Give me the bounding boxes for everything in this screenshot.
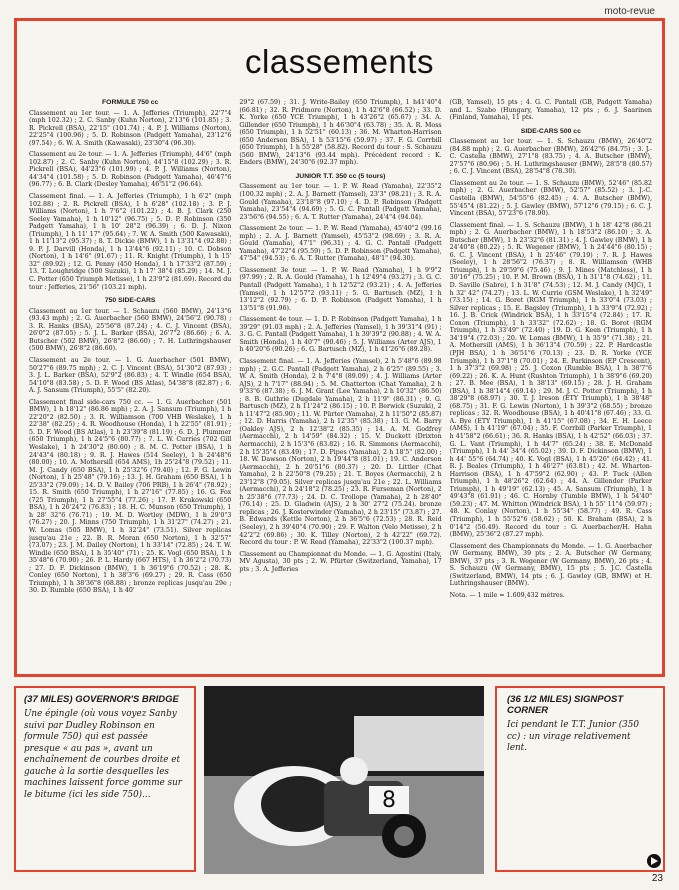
race-photo [204,686,484,874]
results-columns [29,99,652,664]
caption-governors-bridge [14,686,196,872]
magazine-header: moto-revue [604,6,655,17]
result-paragraph: Classement 4e tour. — 1. D. P. Robinson (Padgett Yamaha), 1 h 39'29" (91.03 mph) ; 2. A. Jefferies (Yamsel), 1 h 39'31"4 (91) ; 3. G. C. Pantall (Padgett Yamaha), 1 h 39'39"2 (90.88) ; 4. W. A. Smith (Honda), 1 h 40'7" (90.46) ; 5. J. Williams (Arter AJS), 1 h 40'20"6 (90.26) ; 6. G. Bartusch (MZ), 1 h 41'26"6 (89.28). [239,316,442,354]
result-paragraph: Classement final. — 1. A. Jefferies (Triumph), 1 h 6'2" (mph 102.88) ; 2. R. Pickrell (BSA), 1 h 6'28" (102.18) ; 3. P. J. Williams (Norton), 1 h 7'6"2 (101.22) ; 4. B. J. Clark (250 Seeley Yamaha), 1 h 10'12" (96.75) ; 5. D. P. Robinson (350 Padgett Yamaha), 1 h 10' 28"2 (96.39) ; 6. D. J. Nixon (Triumph), 1 h 11' 17" (95.64) ; 7. W. A. Smith (500 Kawasaki), 1 h 11'13"2 (95.37) ; 8. T. Dickie (BMW), 1 h 13'31"4 (92.88) ; 9. P. J. Darvill (Honda), 1 h 13'44"6 (92.11) ; 10. C. Dobson (Norton), 1 h 14'6" (91.67) ; 11. R. Knight (Triumph), 1 h 15' 32" (89.92) ; 12. G. Penny (450 Honda), 1 h 17'33"2 (87.59) ; 13. T. Loughridge (500 Suzuki), 1 h 17' 38"4 (85.29) ; 14. M. J. C. Potter (650 Triumph Metisse), 1 h 23'9"2 (81.69). Record du tour : Jefferies, 21'56" (103.21 mph). [29,193,232,291]
caption-title: (36 1/2 MILES) SIGNPOST CORNER [507,694,624,716]
result-paragraph: Classement au 2e tour. — 1. S. Schauzu (BMW), 52'46" (85.82 mph) ; 2. G. Auerbacher (BMW), 52'57" (85.52) ; 3. J.-C. Castella (BMW), 54'55"6 (82.45) ; 4. A. Butscher (BMW), 55'45"4 (81.22) ; 5. J. Gawley (BMW), 57'12"6 (79.15) ; 6. C. J. Vincent (BSA), 57'23"6 (78.90). [449,179,652,218]
caption-title: (37 MILES) GOVERNOR'S BRIDGE [24,694,179,705]
result-paragraph: Classement au 1er tour. — 1. S. Schauzu (BMW), 26'40"2 (84.88 mph) ; 2. G. Auerbacher (BMW), 26'42"6 (84.75) ; 3. J.-C. Castella (BMW), 27'1"8 (83.75) ; 4. A. Butscher (BMW), 27'57"6 (80.96) ; 5. H. Luthringshauser (BMW), 28'5"8 (80.57) ; 6. C. J. Vincent (BSA), 28'54"8 (78.30). [449,138,652,176]
caption-signpost-corner [495,686,665,872]
result-paragraph: Classement 3e tour. — 1. P. W. Read (Yamaha), 1 h 9'9"2 (97.99) ; 2. R. A. Gould (Yamaha), 1 h 12'49"4 (93.27) ; 3. G. C. Pantall (Padgett Yamaha), 1 h 12'52"2 (93.21) ; 4. A. Jefferies (Yamsel), 1 h 12'57"2 (93.11) ; 5. G. Bartusch (MZ), 1 h 13'12"2 (92.79) ; 6. D. P. Robinson (Padgett Yamaha), 1 h 13'51"8 (91.96). [239,266,442,312]
photo-strip [14,686,665,874]
section-heading: JUNIOR T.T. 350 cc (5 tours) [295,172,386,180]
race-number: 8 [382,788,396,813]
result-paragraph: Classement final. — 1. S. Schauzu (BMW), 1 h 18' 42"8 (86.21 mph) ; 2. G. Auerbacher (BMW), 1 h 18'53"2 (86.10) ; 3. A. Butscher (BMW), 1 h 23'32"6 (81.31) ; 4. J. Gawley (BMW), 1 h 24'40"8 (80.22) ; 5. R. Wegener (BMW), 1 h 24'44"6 (80.15) ; 6. C. J. Vincent (BSA), 1 h 25'46" (79.19) ; 7. R. J. Hawes (Seeley), 1 h 28'56"2 (76.37) ; 8. R. Williamson (WHB Triumph), 1 h 29'59"6 (75.46) ; 9. J. Mines (Matchless), 1 h 30'16" (75.25) ; 10. P. M. Brown (BSA), 1 h 31'1"8 (74.62) ; 11. D. Saville (Sabre), 1 h 31'8" (74.53) ; 12. M. J. Candy (MJC), 1 h 32' 42" (74.27) ; 13. L. W. Currie (GSM Weslake), 1 h 32'49" (73.15) ; 14. G. Boret (RGM Triumph), 1 h 33'0"4 (73.03) ; Silver replicas ; 15. E. Bagsley (Triumph), 1 h 33'9"4 (72.92) ; 16. J. B. Crick (Windrick BSA), 1 h 33'15"4 (72.84) ; 17. R. Coxon (Triumph), 1 h 33'32" (72.62) ; 18. G. Borot (RGM Triumph), 1 h 33'49" (72.40) ; 19. D. G. Keen (Triumph), 1 h 34'19"4 (72.03) ; 20. W. Lomas (BMW), 1 h 35'9" (71.38) ; 21. A. Mothersill (AMS), 1 h 36'13"4 (70.59) ; 22. P. Hardcastle (PJH BSA), 1 h 36'51"6 (70.13) ; 23. D. R. Yorke (YCE Triumph), 1 h 37'1"8 (70.01) ; 24. E. Parkinson (EP Crescent), 1 h 37'3"2 (69.98) ; 25. J. Coxon (Rumble BSA), 1 h 38'7"6 (69.22) ; 26. K. A. Hunt (Rushton Triumph), 1 h 38'9"6 (69.20) ; 27. B. Mee (BSA), 1 h 38'13" (69.15) ; 28. J. H. Graham (BSA), 1 h 38'14"4 (69.14) ; 29. M. J. C. Potter (Triumph), 1 h 38'29"8 (68.97) ; 30. T. J. Ireson (ETY Triumph), 1 h 38'48" (68.75) ; 31. F. G. Lewin (Norton), 1 h 39'3"2 (68.55) ; bronze replicas ; 32. R. Woodhouse (BSA), 1 h 40'41"8 (67.46) ; 33. G. A. Bye (ETY Triumph), 1 h 41'15" (67.08) ; 34. E. H. Leece (AMS), 1 h 41'19" (67.04) ; 35. F. Corrbill (Parker Triumph), 1 h 41'58"2 (66.61) ; 36. R. Hanks (BSA), 1 h 42'52" (66.03) ; 37. G. L. Vant (Triumph), 1 h 44'7" (65.24) ; 38. E. McDonald (Triumph), 1 h 44' 34"4 (65.02) ; 39. D. F. Dickinson (BMW), 1 h 44' 55"6 (64.74) ; 40. K. Vogl (BSA), 1 h 45'26" (64.42) ; 41. R. J. Beales (Triumph), 1 h 46'27" (63.81) ; 42. M. Wharton-Harrison (BSA), 1 h 47'59"2 (62.90) ; 43. P. Tuck (Allen Triumph), 1 h 48'26"2 (62.64) ; 44. A. Gillender (Parker Triumph), 1 h 49'19" (62.13) ; 45. A. Sansum (Triumph), 1 h 49'43"8 (61.91) ; 46. C. Hornby (Tumble BMW), 1 h 54'40" (59.23) ; 47. M. Whitton (Windrick BSA), 1 h 55' 11"4 (59.97) ; 48. K. Conlay (Norton), 1 h 55'34" (58.77) ; 49. R. Cass (Triumph), 1 h 55'52"6 (58.62) ; 50. K. Braham (BSA), 2 h 0'14"2 (56.49). Record du tour : G. Auerbacher/H. Hahn (BMW), 25'36"2 (87.27 mph). [449,221,652,539]
result-paragraph: Classement au 2e tour. — 1. A. Jefferies (Triumph), 44'6" (mph 102.87) ; 2. C. Sanby (Kuhn Norton), 44'15"8 (102.29) ; 3. R. Pickrell (BSA), 44'23"6 (101.99) ; 4. P. J. Williams (Norton), 44'34"4 (101.58) ; 5. D. Robinson (Padgett Yamaha), 46'47"6 (96.77) ; 6. B. Clark (Desley Yamaha), 46'51"2 (96.64). [29,151,232,189]
section-heading: SIDE-CARS 500 cc [520,127,581,135]
column-3 [450,99,652,664]
result-paragraph: 29"2 (67.59) ; 31. J. Write-Bailey (650 Triumph), 1 h41'40"4 (66.81) ; 32. R. Pridmore (Norton), 1 h 42'6"8 (66.52) ; 33. D. K. Yorke (650 YCE Triumph), 1 h 43'26"2 (65.67) ; 34. A. Gillender (650 Triumph), 1 h 46'30"4 (63.78) ; 35. A. R. Moss (650 Triumph), 1 h 52'51" (60.13) ; 36. M. Wharton-Harrison (650 Anderson BSA), 1 h 53'15"6 (59.97) ; 37. F. G. Corrbill (650 Triumph), 1 h 55'28" (58.82). Record du tour : S. Schauzu (560 BMW), 24'13"6 (93.44 mph). Précédent record : K. Enders (BMW), 24'30"6 (92.37 mph). [239,99,442,167]
result-paragraph: Classement au 2e tour. — 1. G. Auerbacher (501 BMW), 50'27"6 (89.75 mph) ; 2. C. J. Vincent (BSA), 51'30"2 (87.93) ; 3. J. L. Barker (BSA), 52'9"2 (86.83) ; 4. T. Windle (654 BSA), 54'10"8 (83.58) ; 5. D. F. Wood (BS Atlas), 54'38"8 (82.87) ; 6. A. J. Sansum (Triumph), 55'5" (82.20). [29,356,232,395]
result-paragraph: Classement 2e tour. — 1. P. W. Read (Yamaha), 45'40"2 (99.16 mph) ; 2. A. J. Barnett (Yamsel), 45'53"2 (98.69) ; 3. R. A. Gould (Yamaha), 47'1" (96.31) ; 4. G. C. Pantall (Padgett Yamaha), 47'22"4 (95.59) ; 5. D. P. Robinson (Padgett Yamaha), 47'54" (94.53) ; 6. A. T. Rutter (Yamaha), 48'1" (94.30). [239,225,442,263]
result-paragraph: Classement final side-cars 750 cc. — 1. G. Auerbacher (501 BMW), 1 h 18'12" (86.86 mph) ; 2. A. J. Sansum (Triumph), 1 h 22'20"2 (82.50) ; 3. R. Williamson (700 VHB Weslake), 1 h 22'38" (82.25) ; 4. R. Woodhouse (Honda), 1 h 22'55" (81.91) ; 5. D. F. Wood (BS Atlas), 1 h 23'39"8 (81.19) ; 6. D. J. Plummer (650 Triumph), 1 h 24'5"6 (80.77) ; 7. L. W. Curries (702 Gill Weslake), 1 h 24'30"2 (80.60) ; 8. M. C. Potter (BSA), 1 h 24'43"4 (80.18) ; 9. R. J. Hawes (514 Seeley), 1 h 24'48"6 (80.00) ; 10. A. Mothersill (654 AMS), 1h 25'24"8 (79.52) ; 11. M. J. Candy (650 BSA), 1 h 25'32"6 (79.40) ; 12. F. G. Lewin (Norton), 1 h 25'48" (79.16) ; 13. J. H. Graham (650 BSA), 1 h 25'33"2 (79.09) ; 14. D. V. Bailey (706 PRB), 1 h 26'4" (78.92) ; 15. R. Smith (650 Triumph), 1 h 27'16" (77.85) ; 16. G. Fox (725 Triumph), 1 h 27'55"4 (77.26) ; 17. P. Krukowski (650 BSA), 1 h 26'24"2 (76.83) ; 18. H. C. Munson (650 Triumph), 1 h 28' 32"6 (76.71) ; 19. M. D. Wortley (MDW), 1 h 29'0"3 (76.27) ; 20. J. Minns (750 Triumph), 1 h 31'27" (74.27) ; 21. W. Lomas (505 BMW), 1 h 32'24" (73.51). Silver replicas jusqu'au 21e ; 22. B. R. Moran (650 Norton), 1 h 32'57" (73.07) ; 23. J. M. Dailey (Norton), 1 h 33'14" (72.85) ; 24. T. W. Windle (650 BSA), 1 h 35'40" (71) ; 25. K. Vogl (650 BSA), 1 h 35'48"6 (70.90) ; 26. P. L. Hardy (667 HTS), 1 h 36'2"2 (70.73) ; 27. D. F. Dickinson (BMW), 1 h 36'19"6 (70.52) ; 28. K. Conley (650 Norton), 1 h 38'3"6 (69.27) ; 29. R. Cass (650 Triumph), 1 h 38'36"8 (68.88) ; bronze replicas jusqu'au 29e ; 30. D. Rumble (650 BSA), 1 h 40' [29,398,232,595]
section-heading: FORMULE 750 cc [102,99,159,106]
result-paragraph: Classement au 1er tour. — 1. P. W. Read (Yamaha), 22'35"2 (100.32 mph) ; 2. A. J. Barnett (Yamsel), 23'3" (98.21) ; 3. R. A. Gould (Yamaha), 23'18"8 (97.10) ; 4. D. P. Robinson (Padgett Yamaha), 23'54"4 (94.69) ; 5. G. C. Pantall (Padgett Yamaha), 23'56"6 (94.55) ; 6. A. T. Rutter (Yamaha), 24'4"4 (94.04). [239,183,442,221]
caption-text: Une épingle (où vous voyez Sanby suivi par Dudley Robinson en formule 750) qui est passée presque « au pas », avant un enchaînement de courbes droite et gauche à la sortie desquelles les machines laissent force gomme sur le bitume (ici les side 750)... [24,709,182,800]
result-paragraph: Classement au 1er tour. — 1. Schauzu (560 BMW), 24'13"6 (93.43 mph) ; 2. G. Auerbacher (560 BMW), 24'56"2 (90.78) ; 3. R. Hanks (BSA), 25'56"8 (87.24) ; 4. C. J. Vincent (BSA), 26'0"2 (87.05) ; 5. J. L. Barker (BSA), 26'7"2 (86.66) ; 6. A. Butscher (502 BMW), 26'8"2 (86.60) ; 7. H. Luthringshauser (500 BMW), 26'8"2 (86.60). [29,307,232,353]
result-paragraph: Nota. — 1 mile = 1.609,432 mètres. [449,591,565,599]
section-heading: 750 SIDE-CARS [104,297,156,305]
page-number: 23 [651,873,663,884]
result-paragraph: Classement final. — 1. A. Jefferies (Yamsel), 2 h 5'48"6 (89.98 mph) ; 2. G.C. Pantall (Padgett Yamaha), 2 h 6'25" (89.55) ; 3. W. A. Smith (Honda), 2 h 7'4"8 (89.09) ; 4. J. Williams (Arter AJS), 2 h 7'17" (88.94) ; 5. M. Chatterton (Chat Yamaha), 2 h 9'33"6 (87.38) ; 6. J. M. Grant (Lee Yamaha), 2 h 10'32" (86.50) ; 8. B. Guthrie (Dugdale Yamaha), 2 h 11'9" (86.31) ; 9. G. Bartusch (MZ), 2 h 11'24"2 (86.15) ; 10. P. Berwick (Suzuki), 2 h 11'47"2 (85.90) ; 11. W. Pürter (Yamaha), 2 h 11'50"2 (85.87) ; 12. D. Harris (Yamaha), 2 h 12'35" (85.38) ; 13. G. M. Barry (Oakley AJS), 2 h 12'38"2 (85.35) ; 14. A. M. Godfrey (Aermacchi), 2 h 14'59" (84.32) ; 15. V. Duckett (Drixton Aermacchi), 2 h 15'3"6 (83.82) ; 16. R. Simmons (Aermacchi), 2 h 15'35"4 (83.49) ; 17. D. Pipes (Yamaha), 2 h 18'5" (82.00) ; 18. W. Dawson (Norton), 2 h 19'44"8 (81.01) ; 19. C. Anderson (Aermacchi), 2 h 20'51"6 (80.37) ; 20. D. Littler (Chat Yamaha), 2 h 22'50"8 (79.25) ; 21. T. Boyes (Aermacchi), 2 h 23'12"8 (79.05). Silver replicas jusqu'au 21e ; 22. L. Williams (Aermacchi), 2 h 24'18"2 (78.25) ; 23. R. Furseman (Norton), 2 h 25'38"6 (77.73) ; 24. D. C. Trollope (Yamaha), 2 h 28'40" (76.14) ; 25. D. Gladwin (AJS), 2 h 30' 27"2 (75.24). bronze replicas ; 26. J. Kosterwinder (Yamaha), 2 h 23'15" (73.87) ; 27. B. Edwards (Kettle Norton), 2 h 36'5"6 (72.53) ; 28. R. Reid (Seeley), 2 h 39'40"4 (70.90) ; 29. F. Walton (Velo Metisse), 2 h 42'2"2 (69.86) ; 30. K. Tilley (Norton), 2 h 42'22" (69.72). Record du tour : P. W. Read (Yamaha), 22'33"2 (100.37 mph). [239,357,442,547]
result-paragraph: (GB, Yamsel), 15 pts ; 4. G. C. Pantall (GB, Padgett Yamaha) and L. Szabo (Hungary, Yamaha), 12 pts ; 6. J. Saarinen (Finland, Yamaha), 11 pts. [449,99,652,122]
results-frame [14,18,665,677]
column-1 [29,99,231,664]
page-title: classements [245,43,434,80]
column-2 [239,99,441,664]
caption-text: Ici pendant le T.T. Junior (350 cc) : un virage relativement lent. [507,720,639,753]
next-page-arrow-icon [647,854,661,868]
result-paragraph: Classement des Championnats du Monde. — 1. G. Auerbacher (W Germany, BMW), 39 pts ; 2. A. Butscher (W Germany, BMW), 37 pts ; 3. R. Wegener (W Germany, BMW), 26 pts ; 4. S. Schauzu (W Germany, BMW), 15 pts ; 5. J.C. Castella (Switzerland, BMW), 14 pts ; 6. J. Gawley (GB, BMW) et H. Luthringshauser (BMW). [449,542,652,588]
result-paragraph: Classement au 1er tour. — 1. A. Jefferies (Triumph), 22'7"4 (mph 102.32) ; 2. C. Sanby (Kuhn Norton), 2'13"6 (101.85) ; 3. R. Pickrell (BSA), 22'15" (101.74) ; 4. P. J. Williams (Norton), 22'25"4 (100.96) ; 5. D. Robinson (Padgett Yamaha), 23'12"6 (97.54) ; 6. W. A. Smith (Kawasaki), 23'30"4 (96.30). [29,109,232,147]
sidecar-racer-illustration [204,686,484,874]
result-paragraph: Classement au Championnat du Monde. — 1. G. Agostini (Italy, MV Agusta), 30 pts ; 2. W. Pfürter (Switzerland, Yamaha), 17 pts ; 3. A. Jefferies [239,550,442,573]
